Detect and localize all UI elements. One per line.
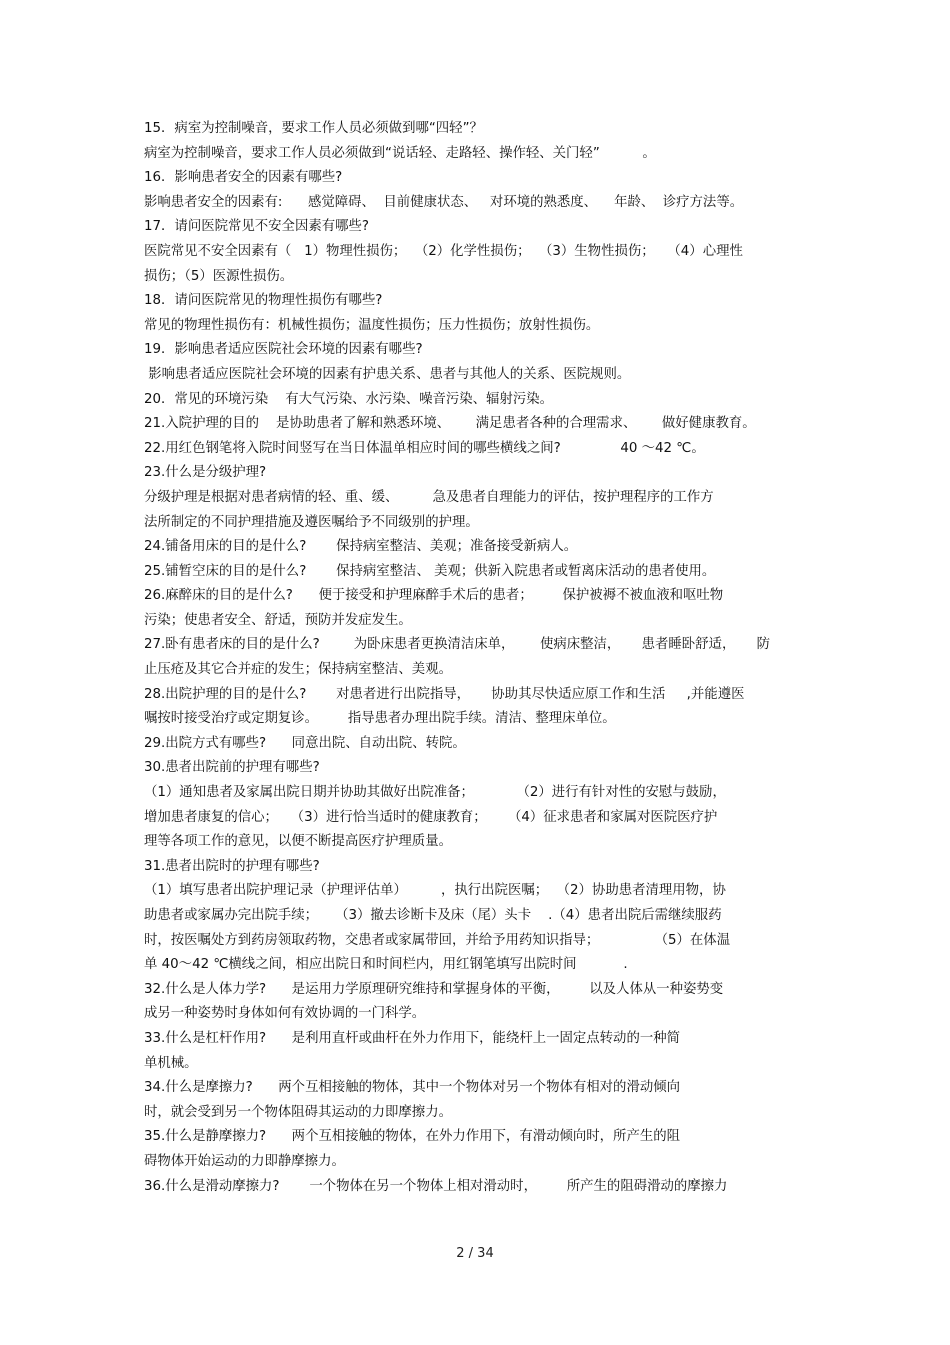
text-line: 32.什么是人体力学? 是运用力学原理研究维持和掌握身体的平衡， 以及人体从一种姿势变 (144, 981, 724, 997)
text-line: 21.入院护理的目的 是协助患者了解和熟悉环境、 满足患者各种的合理需求、 做好健康教育。 (144, 416, 756, 432)
text-line: 分级护理是根据对患者病情的轻、重、缓、 急及患者自理能力的评估，按护理程序的工作方 (144, 489, 714, 505)
text-line: 26.麻醉床的目的是什么? 便于接受和护理麻醉手术后的患者； 保护被褥不被血液和呕吐物 (144, 588, 724, 604)
text-line: 嘱按时接受治疗或定期复诊。 指导患者办理出院手续。清洁、整理床单位。 (144, 711, 616, 727)
text-line: 16．影响患者安全的因素有哪些? (144, 170, 343, 186)
text-line: 病室为控制噪音，要求工作人员必须做到“说话轻、走路轻、操作轻、关门轻” 。 (144, 145, 656, 161)
page-number: 2 / 34 (456, 1246, 494, 1261)
text-line: 15．病室为控制噪音，要求工作人员必须做到哪“四轻”？ (144, 121, 483, 136)
text-line: 时，按医嘱处方到药房领取药物，交患者或家属带回，并给予用药知识指导； （5）在体温 (144, 932, 731, 948)
text-line: 损伤；（5）医源性损伤。 (144, 268, 294, 284)
text-line: 17．请问医院常见不安全因素有哪些? (144, 219, 370, 235)
text-line: 理等各项工作的意见，以便不断提高医疗护理质量。 (144, 834, 452, 850)
text-line: 常见的物理性损伤有：机械性损伤；温度性损伤；压力性损伤；放射性损伤。 (144, 317, 600, 333)
text-line: 34.什么是摩擦力? 两个互相接触的物体，其中一个物体对另一个物体有相对的滑动倾向 (144, 1080, 681, 1096)
text-line: 35.什么是静摩擦力? 两个互相接触的物体，在外力作用下，有滑动倾向时，所产生的阻 (144, 1129, 681, 1145)
page-content (144, 117, 814, 1199)
text-line: 23.什么是分级护理? (144, 465, 267, 481)
text-line: 法所制定的不同护理措施及遵医嘱给予不同级别的护理。 (144, 514, 479, 530)
text-line: 19．影响患者适应医院社会环境的因素有哪些? (144, 342, 423, 358)
text-line: 影响患者适应医院社会环境的因素有护患关系、患者与其他人的关系、医院规则。 (144, 366, 631, 382)
text-line: 24.铺备用床的目的是什么? 保持病室整洁、美观；准备接受新病人。 (144, 539, 578, 555)
text-line: 22.用红色钢笔将入院时间竖写在当日体温单相应时间的哪些横线之间? 40 ～42 ℃。 (144, 440, 705, 456)
text-line: 33.什么是杠杆作用? 是利用直杆或曲杆在外力作用下，能绕杆上一固定点转动的一种简 (144, 1030, 681, 1046)
text-line: 29.出院方式有哪些? 同意出院、自动出院、转院。 (144, 735, 466, 751)
text-line: （1）填写患者出院护理记录（护理评估单） ，执行出院医嘱； （2）协助患者清理用物，协 (144, 883, 726, 899)
text-line: （1）通知患者及家属出院日期并协助其做好出院准备； （2）进行有针对性的安慰与鼓励， (144, 785, 726, 801)
text-line: 20．常见的环境污染 有大气污染、水污染、噪音污染、辐射污染。 (144, 391, 554, 407)
text-line: 30.患者出院前的护理有哪些? (144, 760, 320, 776)
text-line: 单机械。 (144, 1055, 198, 1071)
text-line: 31.患者出院时的护理有哪些? (144, 858, 320, 874)
text-line: 成另一种姿势时身体如何有效协调的一门科学。 (144, 1006, 426, 1022)
text-line: 医院常见不安全因素有（ 1）物理性损伤； （2）化学性损伤； （3）生物性损伤； （4）心理性 (144, 243, 743, 259)
text-line: 碍物体开始运动的力即静摩擦力。 (144, 1153, 345, 1169)
text-line: 25.铺暂空床的目的是什么? 保持病室整洁、 美观；供新入院患者或暂离床活动的患者使用。 (144, 563, 716, 579)
text-line: 36.什么是滑动摩擦力? 一个物体在另一个物体上相对滑动时， 所产生的阻碍滑动的摩擦力 (144, 1178, 728, 1194)
text-line: 止压疮及其它合并症的发生；保持病室整洁、美观。 (144, 662, 452, 678)
text-line: 时，就会受到另一个物体阻碍其运动的力即摩擦力。 (144, 1104, 452, 1120)
text-line: 污染；使患者安全、舒适，预防并发症发生。 (144, 612, 412, 628)
text-line: 27.卧有患者床的目的是什么? 为卧床患者更换清洁床单， 使病床整洁， 患者睡卧舒适， 防 (144, 637, 771, 653)
text-line: 影响患者安全的因素有: 感觉障碍、 目前健康状态、 对环境的熟悉度、 年龄、 诊疗方法等。 (144, 194, 744, 210)
text-line: 增加患者康复的信心； （3）进行恰当适时的健康教育； （4）征求患者和家属对医院医疗护 (144, 809, 718, 825)
text-line: 单 40～42 ℃横线之间，相应出院日和时间栏内，用红钢笔填写出院时间 . (144, 957, 628, 973)
text-line: 18．请问医院常见的物理性损伤有哪些? (144, 293, 383, 309)
text-line: 28.出院护理的目的是什么? 对患者进行出院指导， 协助其尽快适应原工作和生活 ,并能遵医 (144, 686, 745, 702)
text-line: 助患者或家属办完出院手续； （3）撤去诊断卡及床（尾）头卡 .（4）患者出院后需继续服药 (144, 908, 722, 923)
